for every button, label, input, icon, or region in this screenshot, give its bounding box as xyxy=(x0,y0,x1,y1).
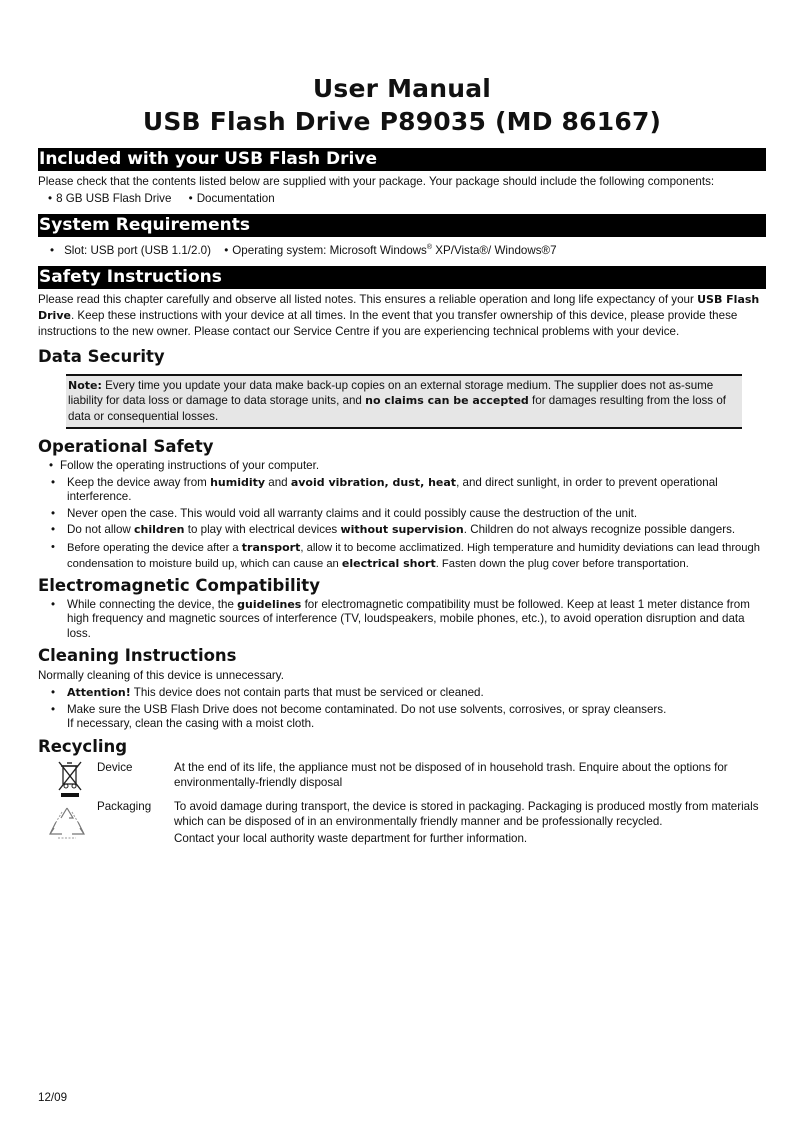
page-title: User Manual USB Flash Drive P89035 (MD 86167) xyxy=(142,74,662,136)
list-item: • Before operating the device after a transport, allow it to become acclimatized. High temperature and humidity deviations can lead through condensation to moisture build up, which can cause an electrical short. Fasten down the plug cover before transportation. xyxy=(51,540,760,570)
recycling-label: Packaging xyxy=(97,799,152,813)
emc-list xyxy=(38,598,766,642)
list-item: • Make sure the USB Flash Drive does not become contaminated. Do not use solvents, corrosives, or spray cleansers. If necessary, clean the casing with a moist cloth. xyxy=(51,702,667,731)
list-item: • While connecting the device, the guidelines for electromagnetic compatibility must be followed. Keep at least 1 meter distance from high frequency and magnetic sources of interference (TV, loudspeakers, mobile phones, etc.), to avoid operation disruption and data loss. xyxy=(51,597,750,640)
cleaning-list xyxy=(38,686,766,732)
data-security-note: Note: Every time you update your data make back-up copies on an external storage medium. The supplier does not as-sume liability for data loss or damage to data storage units, and no claims can be accepted for damages resulting from the loss of data or consequential losses. xyxy=(66,374,742,430)
operational-list xyxy=(38,459,766,572)
heading-emc: Electromagnetic Compatibility xyxy=(38,575,320,595)
included-item: Documentation xyxy=(196,192,275,205)
section-bar-system: System Requirements xyxy=(38,214,766,237)
recycling-table xyxy=(38,760,766,844)
section-bar-included: Included with your USB Flash Drive xyxy=(38,148,766,171)
included-items: • 8 GB USB Flash Drive • Documentation xyxy=(48,192,275,205)
manual-page xyxy=(38,72,766,844)
section-bar-safety: Safety Instructions xyxy=(38,266,766,289)
included-intro: Please check that the contents listed below are supplied with your package. Your package should include the following components: xyxy=(38,175,715,188)
cleaning-intro: Normally cleaning of this device is unnecessary. xyxy=(38,669,284,683)
recycling-text: To avoid damage during transport, the device is stored in packaging. Packaging is produced mostly from materials which can be disposed of in an environmentally friendly manner and be professionally recycled. Contact your local authority waste department for further information. xyxy=(174,799,759,845)
safety-intro: Please read this chapter carefully and observe all listed notes. This ensures a reliable operation and long life expectancy of your USB Flash Drive. Keep these instructions with your device at all times. In the event that you transfer ownership of this device, please provide these instructions to the new owner. Please contact our Service Centre if you are experiencing technical problems with your device. xyxy=(38,292,760,338)
recycling-text: At the end of its life, the appliance must not be disposed of in household trash. Enquire about the options for environmentally-friendly disposal xyxy=(174,760,728,789)
recycling-label: Device xyxy=(97,760,133,774)
heading-data-security: Data Security xyxy=(38,346,165,366)
list-item: • Keep the device away from humidity and avoid vibration, dust, heat, and direct sunlight, in order to prevent operational interference. xyxy=(51,475,718,504)
list-item: • Follow the operating instructions of your computer. xyxy=(49,459,320,473)
list-item: • Do not allow children to play with electrical devices without supervision. Children do not always recognize possible dangers. xyxy=(51,523,736,537)
heading-operational-safety: Operational Safety xyxy=(38,437,214,457)
footer-date: 12/09 xyxy=(38,1091,68,1104)
list-item: • Never open the case. This would void all warranty claims and it could possibly cause the destruction of the unit. xyxy=(51,506,638,520)
heading-recycling: Recycling xyxy=(38,736,128,756)
included-item: 8 GB USB Flash Drive xyxy=(56,192,172,205)
recycle-icon xyxy=(46,804,88,847)
heading-cleaning: Cleaning Instructions xyxy=(38,646,237,666)
system-requirements: • Slot: USB port (USB 1.1/2.0) • Operating system: Microsoft Windows® XP/Vista®/ Windows®7 xyxy=(50,243,557,257)
crossed-out-wheelie-bin-icon xyxy=(55,760,85,803)
list-item: • Attention! This device does not contain parts that must be serviced or cleaned. xyxy=(51,686,484,700)
